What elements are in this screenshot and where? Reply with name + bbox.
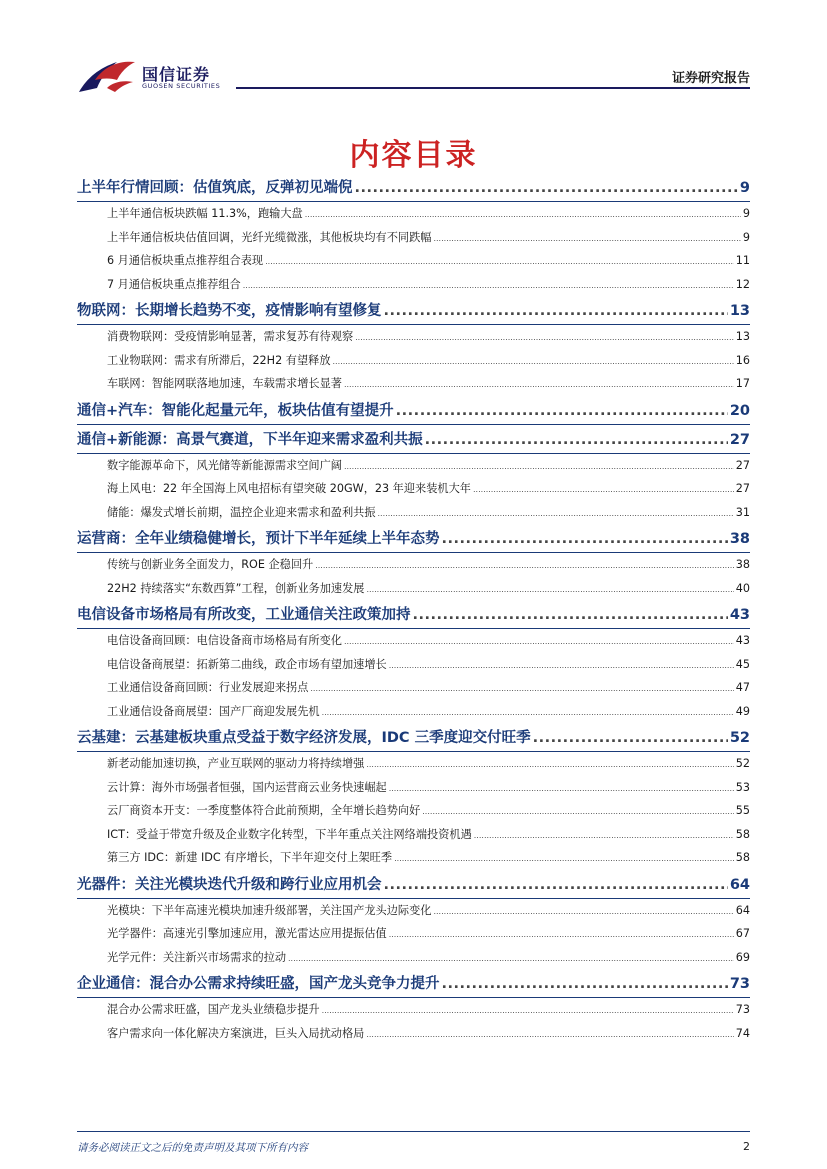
toc-section-entry[interactable] bbox=[77, 873, 750, 896]
toc-subsection-entry[interactable] bbox=[77, 656, 750, 680]
toc-entry-title: 消费物联网：受疫情影响显著，需求复苏有待观察 bbox=[107, 330, 354, 343]
toc-entry-title: 新老动能加速切换，产业互联网的驱动力将持续增强 bbox=[107, 757, 365, 770]
toc-leader-dots bbox=[310, 681, 733, 694]
brand-name-en: GUOSEN SECURITIES bbox=[142, 82, 221, 90]
page-header bbox=[0, 0, 827, 100]
toc-entry-title: 光学器件：高速光引擎加速应用，激光雷达应用提振估值 bbox=[107, 927, 387, 940]
toc-entry-page: 74 bbox=[735, 1026, 750, 1040]
toc-section-entry[interactable] bbox=[77, 428, 750, 451]
toc-leader-dots bbox=[378, 506, 734, 519]
toc-subsection-entry[interactable] bbox=[77, 925, 750, 949]
toc-leader-dots bbox=[243, 278, 734, 291]
toc-entry-page: 12 bbox=[735, 277, 750, 291]
toc-entry-page: 47 bbox=[735, 681, 750, 694]
toc-entry-page: 49 bbox=[735, 704, 750, 718]
toc-leader-dots bbox=[389, 781, 734, 794]
footer-divider bbox=[77, 1131, 750, 1132]
toc-entry-title: 电信设备商展望：拓新第二曲线，政企市场有望加速增长 bbox=[107, 657, 387, 671]
disclaimer-note: 请务必阅读正文之后的免责声明及其项下所有内容 bbox=[77, 1142, 308, 1154]
toc-entry-title: 运营商：全年业绩稳健增长，预计下半年延续上半年态势 bbox=[77, 531, 440, 547]
toc-entry-page: 64 bbox=[735, 903, 750, 917]
toc-leader-dots bbox=[288, 951, 734, 964]
toc-subsection-entry[interactable] bbox=[77, 229, 750, 253]
toc-section-entry[interactable] bbox=[77, 299, 750, 322]
toc-entry-page: 55 bbox=[735, 804, 750, 817]
toc-entry-title: 上半年行情回顾：估值筑底，反弹初见端倪 bbox=[77, 180, 353, 196]
toc-subsection-entry[interactable] bbox=[77, 779, 750, 803]
toc-subsection-entry[interactable] bbox=[77, 352, 750, 376]
toc-entry-page: 9 bbox=[742, 207, 750, 220]
toc-leader-dots bbox=[433, 904, 733, 917]
toc-subsection-entry[interactable] bbox=[77, 1001, 750, 1025]
toc-entry-page: 27 bbox=[735, 458, 750, 472]
toc-leader-dots bbox=[366, 757, 733, 770]
toc-leader-dots bbox=[474, 828, 734, 841]
toc-entry-page: 17 bbox=[735, 377, 750, 390]
toc-subsection-entry[interactable] bbox=[77, 276, 750, 300]
toc-subsection-entry[interactable] bbox=[77, 802, 750, 826]
toc-subsection-entry[interactable] bbox=[77, 205, 750, 229]
toc-leader-dots bbox=[425, 432, 728, 448]
section-underline bbox=[77, 628, 750, 629]
toc-subsection-entry[interactable] bbox=[77, 457, 750, 481]
toc-leader-dots bbox=[384, 877, 728, 893]
toc-leader-dots bbox=[344, 459, 734, 472]
section-underline bbox=[77, 751, 750, 752]
toc-entry-title: 上半年通信板块跌幅 11.3%，跑输大盘 bbox=[107, 207, 303, 220]
toc-entry-page: 58 bbox=[735, 827, 750, 841]
toc-entry-page: 27 bbox=[729, 431, 750, 448]
toc-title: 内容目录 bbox=[349, 138, 478, 173]
toc-entry-page: 73 bbox=[729, 976, 750, 992]
toc-entry-page: 58 bbox=[735, 851, 750, 864]
toc-subsection-entry[interactable] bbox=[77, 1025, 750, 1049]
toc-leader-dots bbox=[389, 658, 734, 671]
toc-entry-page: 20 bbox=[729, 402, 750, 419]
toc-entry-title: 数字能源革命下，风光储等新能源需求空间广阔 bbox=[107, 458, 342, 472]
report-type-label: 证券研究报告 bbox=[671, 71, 750, 86]
toc-entry-page: 45 bbox=[735, 657, 750, 671]
toc-leader-dots bbox=[366, 1027, 733, 1040]
section-underline bbox=[77, 552, 750, 553]
toc-leader-dots bbox=[394, 851, 734, 864]
toc-entry-page: 13 bbox=[729, 303, 750, 319]
toc-subsection-entry[interactable] bbox=[77, 902, 750, 926]
toc-leader-dots bbox=[344, 377, 734, 390]
toc-entry-page: 9 bbox=[739, 180, 750, 196]
toc-subsection-entry[interactable] bbox=[77, 556, 750, 580]
toc-leader-dots bbox=[305, 207, 741, 220]
toc-section-entry[interactable] bbox=[77, 726, 750, 749]
toc-subsection-entry[interactable] bbox=[77, 679, 750, 703]
toc-entry-title: 光学元件：关注新兴市场需求的拉动 bbox=[107, 950, 287, 964]
toc-entry-page: 38 bbox=[735, 558, 750, 571]
section-underline bbox=[77, 201, 750, 202]
toc-entry-title: 光器件：关注光模块迭代升级和跨行业应用机会 bbox=[77, 876, 382, 893]
toc-entry-title: 上半年通信板块估值回调，光纤光缆微涨，其他板块均有不同跌幅 bbox=[107, 230, 432, 244]
toc-entry-page: 16 bbox=[735, 353, 750, 367]
toc-leader-dots bbox=[413, 607, 728, 623]
toc-leader-dots bbox=[366, 582, 733, 595]
toc-subsection-entry[interactable] bbox=[77, 504, 750, 528]
toc-entry-title: ICT：受益于带宽升级及企业数字化转型，下半年重点关注网络端投资机遇 bbox=[107, 827, 472, 841]
toc-entry-page: 31 bbox=[735, 505, 750, 519]
toc-entry-title: 车联网：智能网联落地加速，车载需求增长显著 bbox=[107, 377, 342, 390]
toc-entry-title: 传统与创新业务全面发力，ROE 企稳回升 bbox=[107, 558, 314, 571]
table-of-contents bbox=[77, 176, 750, 1048]
toc-entry-title: 企业通信：混合办公需求持续旺盛，国产龙头竞争力提升 bbox=[77, 976, 440, 992]
toc-entry-title: 电信设备商回顾：电信设备商市场格局有所变化 bbox=[107, 634, 342, 647]
toc-entry-page: 40 bbox=[735, 581, 750, 595]
toc-leader-dots bbox=[384, 303, 728, 319]
toc-leader-dots bbox=[533, 730, 728, 746]
toc-entry-title: 物联网：长期增长趋势不变，疫情影响有望修复 bbox=[77, 303, 382, 319]
header-divider bbox=[236, 87, 750, 89]
brand-name-cn: 国信证券 bbox=[142, 65, 211, 84]
toc-entry-page: 53 bbox=[735, 780, 750, 794]
toc-entry-title: 云计算：海外市场强者恒强，国内运营商云业务快速崛起 bbox=[107, 780, 387, 794]
toc-leader-dots bbox=[396, 403, 728, 419]
section-underline bbox=[77, 898, 750, 899]
toc-entry-title: 混合办公需求旺盛，国产龙头业绩稳步提升 bbox=[107, 1003, 320, 1016]
toc-entry-title: 光模块：下半年高速光模块加速升级部署，关注国产龙头边际变化 bbox=[107, 903, 432, 917]
toc-entry-title: 储能：爆发式增长前期，温控企业迎来需求和盈利共振 bbox=[107, 505, 376, 519]
toc-entry-page: 27 bbox=[735, 482, 750, 495]
toc-entry-page: 43 bbox=[729, 607, 750, 623]
toc-entry-page: 69 bbox=[735, 950, 750, 964]
guosen-logo-icon bbox=[77, 58, 139, 94]
section-underline bbox=[77, 997, 750, 998]
toc-subsection-entry[interactable] bbox=[77, 580, 750, 604]
toc-entry-page: 67 bbox=[735, 927, 750, 940]
toc-entry-title: 通信+汽车：智能化起量元年，板块估值有望提升 bbox=[77, 402, 394, 419]
toc-entry-title: 工业物联网：需求有所滞后，22H2 有望释放 bbox=[107, 353, 331, 367]
toc-entry-title: 工业通信设备商展望：国产厂商迎发展先机 bbox=[107, 704, 320, 718]
toc-entry-title: 客户需求向一体化解决方案演进，巨头入局扰动格局 bbox=[107, 1026, 365, 1040]
toc-entry-title: 工业通信设备商回顾：行业发展迎来拐点 bbox=[107, 681, 309, 694]
toc-section-entry[interactable] bbox=[77, 176, 750, 199]
toc-subsection-entry[interactable] bbox=[77, 949, 750, 973]
toc-subsection-entry[interactable] bbox=[77, 328, 750, 352]
toc-subsection-entry[interactable] bbox=[77, 375, 750, 399]
toc-section-entry[interactable] bbox=[77, 399, 750, 422]
page-number: 2 bbox=[743, 1140, 750, 1153]
section-underline bbox=[77, 324, 750, 325]
toc-entry-page: 52 bbox=[729, 730, 750, 746]
toc-leader-dots bbox=[389, 927, 734, 940]
toc-leader-dots bbox=[433, 231, 740, 244]
toc-entry-page: 43 bbox=[735, 634, 750, 647]
toc-subsection-entry[interactable] bbox=[77, 480, 750, 504]
toc-leader-dots bbox=[355, 330, 734, 343]
section-underline bbox=[77, 453, 750, 454]
toc-subsection-entry[interactable] bbox=[77, 252, 750, 276]
toc-subsection-entry[interactable] bbox=[77, 849, 750, 873]
toc-entry-title: 海上风电：22 年全国海上风电招标有望突破 20GW，23 年迎来装机大年 bbox=[107, 482, 471, 495]
toc-leader-dots bbox=[422, 804, 733, 817]
toc-entry-title: 云基建：云基建板块重点受益于数字经济发展，IDC 三季度迎交付旺季 bbox=[77, 730, 531, 746]
toc-leader-dots bbox=[442, 531, 728, 547]
toc-leader-dots bbox=[322, 1003, 734, 1016]
toc-section-entry[interactable] bbox=[77, 527, 750, 550]
toc-leader-dots bbox=[344, 634, 734, 647]
toc-entry-page: 73 bbox=[735, 1003, 750, 1016]
toc-entry-page: 64 bbox=[729, 876, 750, 893]
toc-section-entry[interactable] bbox=[77, 972, 750, 995]
toc-subsection-entry[interactable] bbox=[77, 755, 750, 779]
toc-entry-title: 通信+新能源：高景气赛道，下半年迎来需求盈利共振 bbox=[77, 431, 423, 448]
toc-leader-dots bbox=[322, 705, 734, 718]
toc-entry-page: 38 bbox=[729, 531, 750, 547]
toc-subsection-entry[interactable] bbox=[77, 632, 750, 656]
toc-leader-dots bbox=[333, 354, 734, 367]
toc-leader-dots bbox=[355, 180, 738, 196]
toc-entry-page: 13 bbox=[735, 330, 750, 343]
toc-entry-title: 6 月通信板块重点推荐组合表现 bbox=[107, 254, 264, 267]
toc-section-entry[interactable] bbox=[77, 603, 750, 626]
toc-entry-page: 11 bbox=[735, 254, 750, 267]
toc-entry-title: 22H2 持续落实“东数西算”工程，创新业务加速发展 bbox=[107, 581, 365, 595]
toc-leader-dots bbox=[442, 976, 728, 992]
toc-entry-page: 9 bbox=[742, 230, 750, 244]
section-underline bbox=[77, 424, 750, 425]
toc-subsection-entry[interactable] bbox=[77, 703, 750, 727]
toc-leader-dots bbox=[265, 254, 734, 267]
toc-entry-title: 云厂商资本开支：一季度整体符合此前预期，全年增长趋势向好 bbox=[107, 804, 421, 817]
toc-entry-title: 第三方 IDC：新建 IDC 有序增长，下半年迎交付上架旺季 bbox=[107, 851, 393, 864]
toc-entry-title: 7 月通信板块重点推荐组合 bbox=[107, 277, 241, 291]
toc-entry-title: 电信设备市场格局有所改变，工业通信关注政策加持 bbox=[77, 607, 411, 623]
toc-subsection-entry[interactable] bbox=[77, 826, 750, 850]
toc-leader-dots bbox=[315, 558, 734, 571]
toc-entry-page: 52 bbox=[735, 757, 750, 770]
toc-leader-dots bbox=[473, 482, 734, 495]
